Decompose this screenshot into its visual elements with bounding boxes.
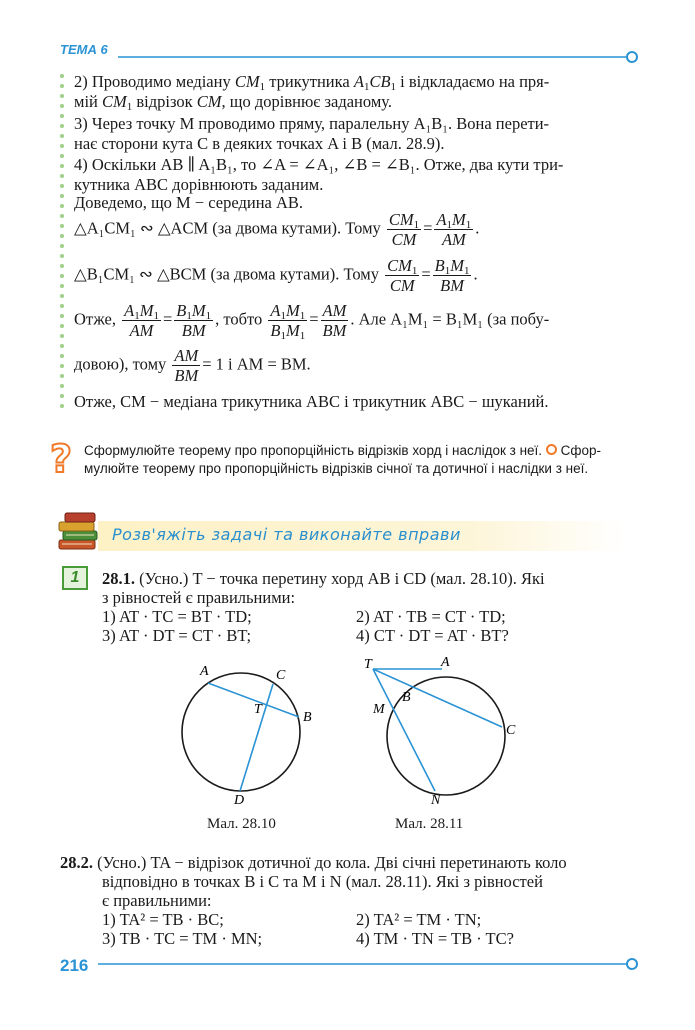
task-28-2-option-2: 2) TA² = TM · TN; — [356, 910, 482, 929]
question-mark-icon — [46, 440, 76, 480]
para-line-6: кутника ABC дорівнюють заданим. — [74, 175, 324, 194]
task-28-1-option-1: 1) AT · TC = BT · TD; — [102, 607, 252, 626]
label-N: N — [431, 793, 441, 808]
para-line-3: 3) Через точку M проводимо пряму, паралельну A₁B₁. Вона перети- — [74, 114, 550, 133]
para-line-2: мій $CM_1$ відрізок CM, що дорівнює заданому. — [74, 92, 392, 113]
task-28-2-line-3: є правильними: — [102, 891, 212, 910]
review-question-1: Сформулюйте теорему про пропорційність відрізків хорд і наслідок з неї. Сфор- — [84, 443, 601, 458]
task-28-2-option-3: 3) TB · TC = TM · MN; — [102, 929, 263, 948]
task-28-2-line-1: 28.2. (Усно.) TA − відрізок дотичної до кола. Дві січні перетинають коло — [60, 853, 567, 872]
para-line-1: 2) Проводимо медіану $CM_1$ трикутника $A_1CB_1$ і відкладаємо на пря- — [74, 72, 550, 93]
caption-28-11: Мал. 28.11 — [395, 816, 464, 832]
label-M: M — [373, 702, 385, 717]
label-B: B — [303, 710, 312, 725]
task-28-1-option-4: 4) CT · DT = AT · BT? — [356, 626, 509, 645]
label-D: D — [234, 793, 245, 808]
similarity-1: △A₁CM₁ ∾ △ACM (за двома кутами). Тому $\frac{CM_1}{CM}$ = $\frac{A_1M_1}{AM}$ . — [74, 210, 480, 249]
figure-28-11 — [355, 650, 525, 815]
books-icon — [56, 510, 102, 554]
label-A: A — [441, 655, 450, 670]
label-T: T — [364, 657, 372, 672]
para-line-5: 4) Оскільки AB ∥ A₁B₁, то ∠A = ∠A₁, ∠B = ∠B₁. Отже, два кути три- — [74, 155, 564, 174]
label-C: C — [506, 723, 516, 738]
footer-rule — [0, 957, 695, 971]
section-title: Розв'яжіть задачі та виконайте вправи — [112, 525, 461, 544]
topic-label: ТЕМА 6 — [60, 42, 108, 57]
review-question-2: мулюйте теорему про пропорційність відрізків січної та дотичної і наслідки з неї. — [84, 461, 589, 476]
similarity-2: △B₁CM₁ ∾ △BCM (за двома кутами). Тому $\frac{CM_1}{CM}$ = $\frac{B_1M_1}{BM}$ . — [74, 256, 478, 295]
label-A: A — [200, 664, 209, 679]
task-28-1-line-2: з рівностей є правильними: — [102, 588, 296, 607]
ratio-line: Отже, $\frac{A_1M_1}{AM}$ = $\frac{B_1M_1}{BM}$ , тобто $\frac{A_1M_1}{B_1M_1}$ = $\frac{AM}{BM}$ . Але A₁M₁ = B₁M₁ (за побу- — [74, 301, 550, 342]
header-rule — [0, 50, 695, 64]
label-T: T — [254, 702, 262, 717]
page-number: 216 — [60, 956, 89, 975]
task-28-2-option-4: 4) TM · TN = TB · TC? — [356, 929, 514, 948]
caption-28-10: Мал. 28.10 — [207, 816, 276, 832]
task-28-2-line-2: відповідно в точках B і C та M і N (мал. 28.11). Які з рівностей — [102, 872, 543, 891]
task-28-1-option-2: 2) AT · TB = CT · TD; — [356, 607, 506, 626]
para-line-4: нає сторони кута C в деяких точках A і B (мал. 28.9). — [74, 134, 445, 153]
task-28-1-option-3: 3) AT · DT = CT · BT; — [102, 626, 252, 645]
label-C: C — [276, 668, 286, 683]
task-28-1-line-1: 28.1. (Усно.) T − точка перетину хорд AB і CD (мал. 28.10). Які — [102, 569, 545, 588]
para-line-7: Доведемо, що M − середина AB. — [74, 193, 304, 212]
margin-dots — [58, 72, 66, 412]
conclusion: Отже, CM − медіана трикутника ABC і трикутник ABC − шуканий. — [74, 392, 549, 411]
svg-text:?: ? — [50, 440, 73, 480]
ratio-conclusion: довою), тому $\frac{AM}{BM}$ = 1 і AM = BM. — [74, 346, 311, 385]
level-badge: 1 — [62, 566, 88, 590]
circle-bullet-icon — [546, 444, 557, 455]
label-B: B — [402, 690, 411, 705]
figure-28-10 — [170, 655, 330, 815]
task-28-2-option-1: 1) TA² = TB · BC; — [102, 910, 224, 929]
